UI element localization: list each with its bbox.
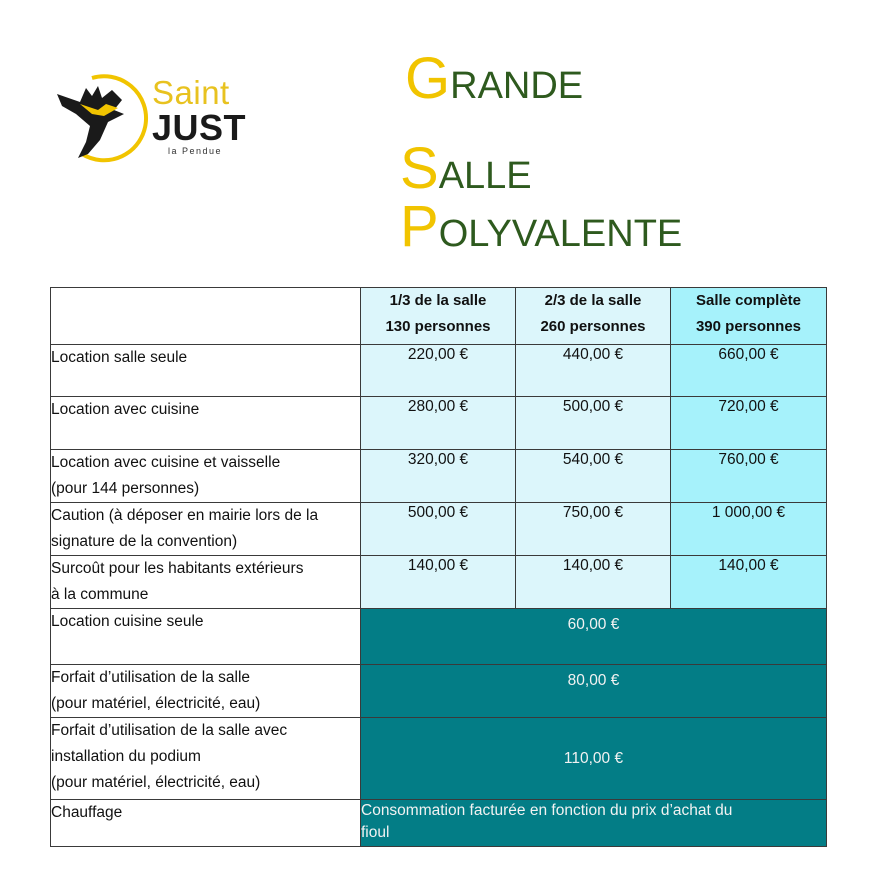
table-row-heating [51,800,827,847]
title-rest-2a: ALLE [438,155,532,197]
table-row-merged [51,609,827,665]
saint-just-logo [52,66,252,166]
logo-subtitle-text: la Pendue [168,146,223,156]
header-third [361,288,516,345]
title-capital-s: S [400,136,439,201]
header-full-line2: 390 personnes [695,318,802,335]
pricing-table [50,287,827,847]
title-capital-p: P [400,194,439,259]
row-label [51,397,361,450]
table-row-merged [51,665,827,718]
row-label-line1: Forfait d’utilisation de la salle [51,669,251,686]
row-label [51,345,361,397]
row-label-line1: Location avec cuisine et vaisselle [51,454,281,471]
merged-price-cell: 80,00 € [361,665,827,718]
header-third-line2: 130 personnes [385,318,491,335]
table-row-merged [51,718,827,800]
price-cell: 140,00 € [361,556,516,609]
logo-just-text: JUST [152,107,247,148]
table-row [51,397,827,450]
header-two-thirds [516,288,671,345]
heating-note-cell [361,800,827,847]
row-label [51,665,361,718]
title-rest-2b: OLYVALENTE [438,213,683,255]
price-cell: 760,00 € [671,450,827,503]
row-label-line2: installation du podium [51,748,201,765]
heating-note-line2: fioul [361,824,390,841]
table-row [51,556,827,609]
row-label-line2: (pour 144 personnes) [51,480,200,497]
row-label-line1: Forfait d’utilisation de la salle avec [51,722,288,739]
row-label: Chauffage [51,800,361,847]
table-header-row [51,288,827,345]
price-cell: 1 000,00 € [671,503,827,556]
logo-saint-text: Saint [152,74,230,111]
page-title-line1 [405,46,705,111]
page-title-line2 [400,136,820,259]
row-label-line3: (pour matériel, électricité, eau) [51,774,261,791]
price-cell: 140,00 € [671,556,827,609]
header-two-thirds-line1: 2/3 de la salle [544,292,642,309]
header-third-line1: 1/3 de la salle [389,292,487,309]
row-label-line1: Location cuisine seule [51,613,204,630]
price-cell: 750,00 € [516,503,671,556]
row-label-line2: à la commune [51,586,149,603]
row-label-line1: Location avec cuisine [51,401,200,418]
price-cell: 220,00 € [361,345,516,397]
row-label [51,503,361,556]
header-empty-cell [51,288,361,345]
logo-emblem-icon [52,66,152,166]
price-cell: 440,00 € [516,345,671,397]
row-label-line2: (pour matériel, électricité, eau) [51,695,261,712]
title-capital-g: G [405,46,451,111]
table-row [51,345,827,397]
header-full-line1: Salle complète [695,292,802,309]
title-rest-1: RANDE [450,65,584,107]
row-label [51,718,361,800]
merged-price-cell: 60,00 € [361,609,827,665]
price-cell: 280,00 € [361,397,516,450]
heating-note-line1: Consommation facturée en fonction du prix d’achat du [361,802,733,819]
price-cell: 140,00 € [516,556,671,609]
row-label-line1: Caution (à déposer en mairie lors de la [51,507,319,524]
header-two-thirds-line2: 260 personnes [540,318,646,335]
row-label-line1: Surcoût pour les habitants extérieurs [51,560,304,577]
table-row [51,450,827,503]
row-label [51,556,361,609]
header-full [671,288,827,345]
price-cell: 660,00 € [671,345,827,397]
merged-price-cell: 110,00 € [361,718,827,800]
price-cell: 500,00 € [361,503,516,556]
price-cell: 500,00 € [516,397,671,450]
price-cell: 320,00 € [361,450,516,503]
price-cell: 540,00 € [516,450,671,503]
row-label-line2: signature de la convention) [51,533,238,550]
table-row [51,503,827,556]
row-label [51,450,361,503]
row-label-line1: Location salle seule [51,349,188,366]
price-cell: 720,00 € [671,397,827,450]
row-label [51,609,361,665]
